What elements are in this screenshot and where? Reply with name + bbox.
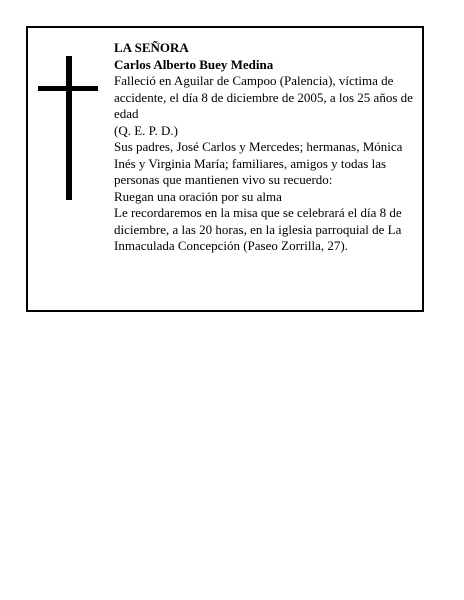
family-line: Sus padres, José Carlos y Mercedes; hermanas, Mónica Inés y Virginia María; familiares, amigos y todas las personas que mantienen vivo su recuerdo: [114,139,403,187]
cross-horizontal-bar [38,86,98,91]
prayer-request: Ruegan una oración por su alma [114,188,282,204]
mass-details: Le recordaremos en la misa que se celebrará el día 8 de diciembre, a las 20 horas, en la iglesia parroquial de La Inmaculada Concepción (Paseo Zorrilla, 27). [114,205,402,253]
cross-vertical-bar [66,56,72,200]
rip-line: (Q. E. P. D.) [114,122,178,138]
deceased-name: Carlos Alberto Buey Medina [114,56,274,72]
obituary-text [114,40,420,255]
cross-icon [38,56,98,200]
death-details: Falleció en Aguilar de Campoo (Palencia), víctima de accidente, el día 8 de diciembre de 2005, a los 25 años de edad [114,73,413,121]
obituary-notice [26,26,424,312]
notice-heading: LA SEÑORA [114,40,189,55]
